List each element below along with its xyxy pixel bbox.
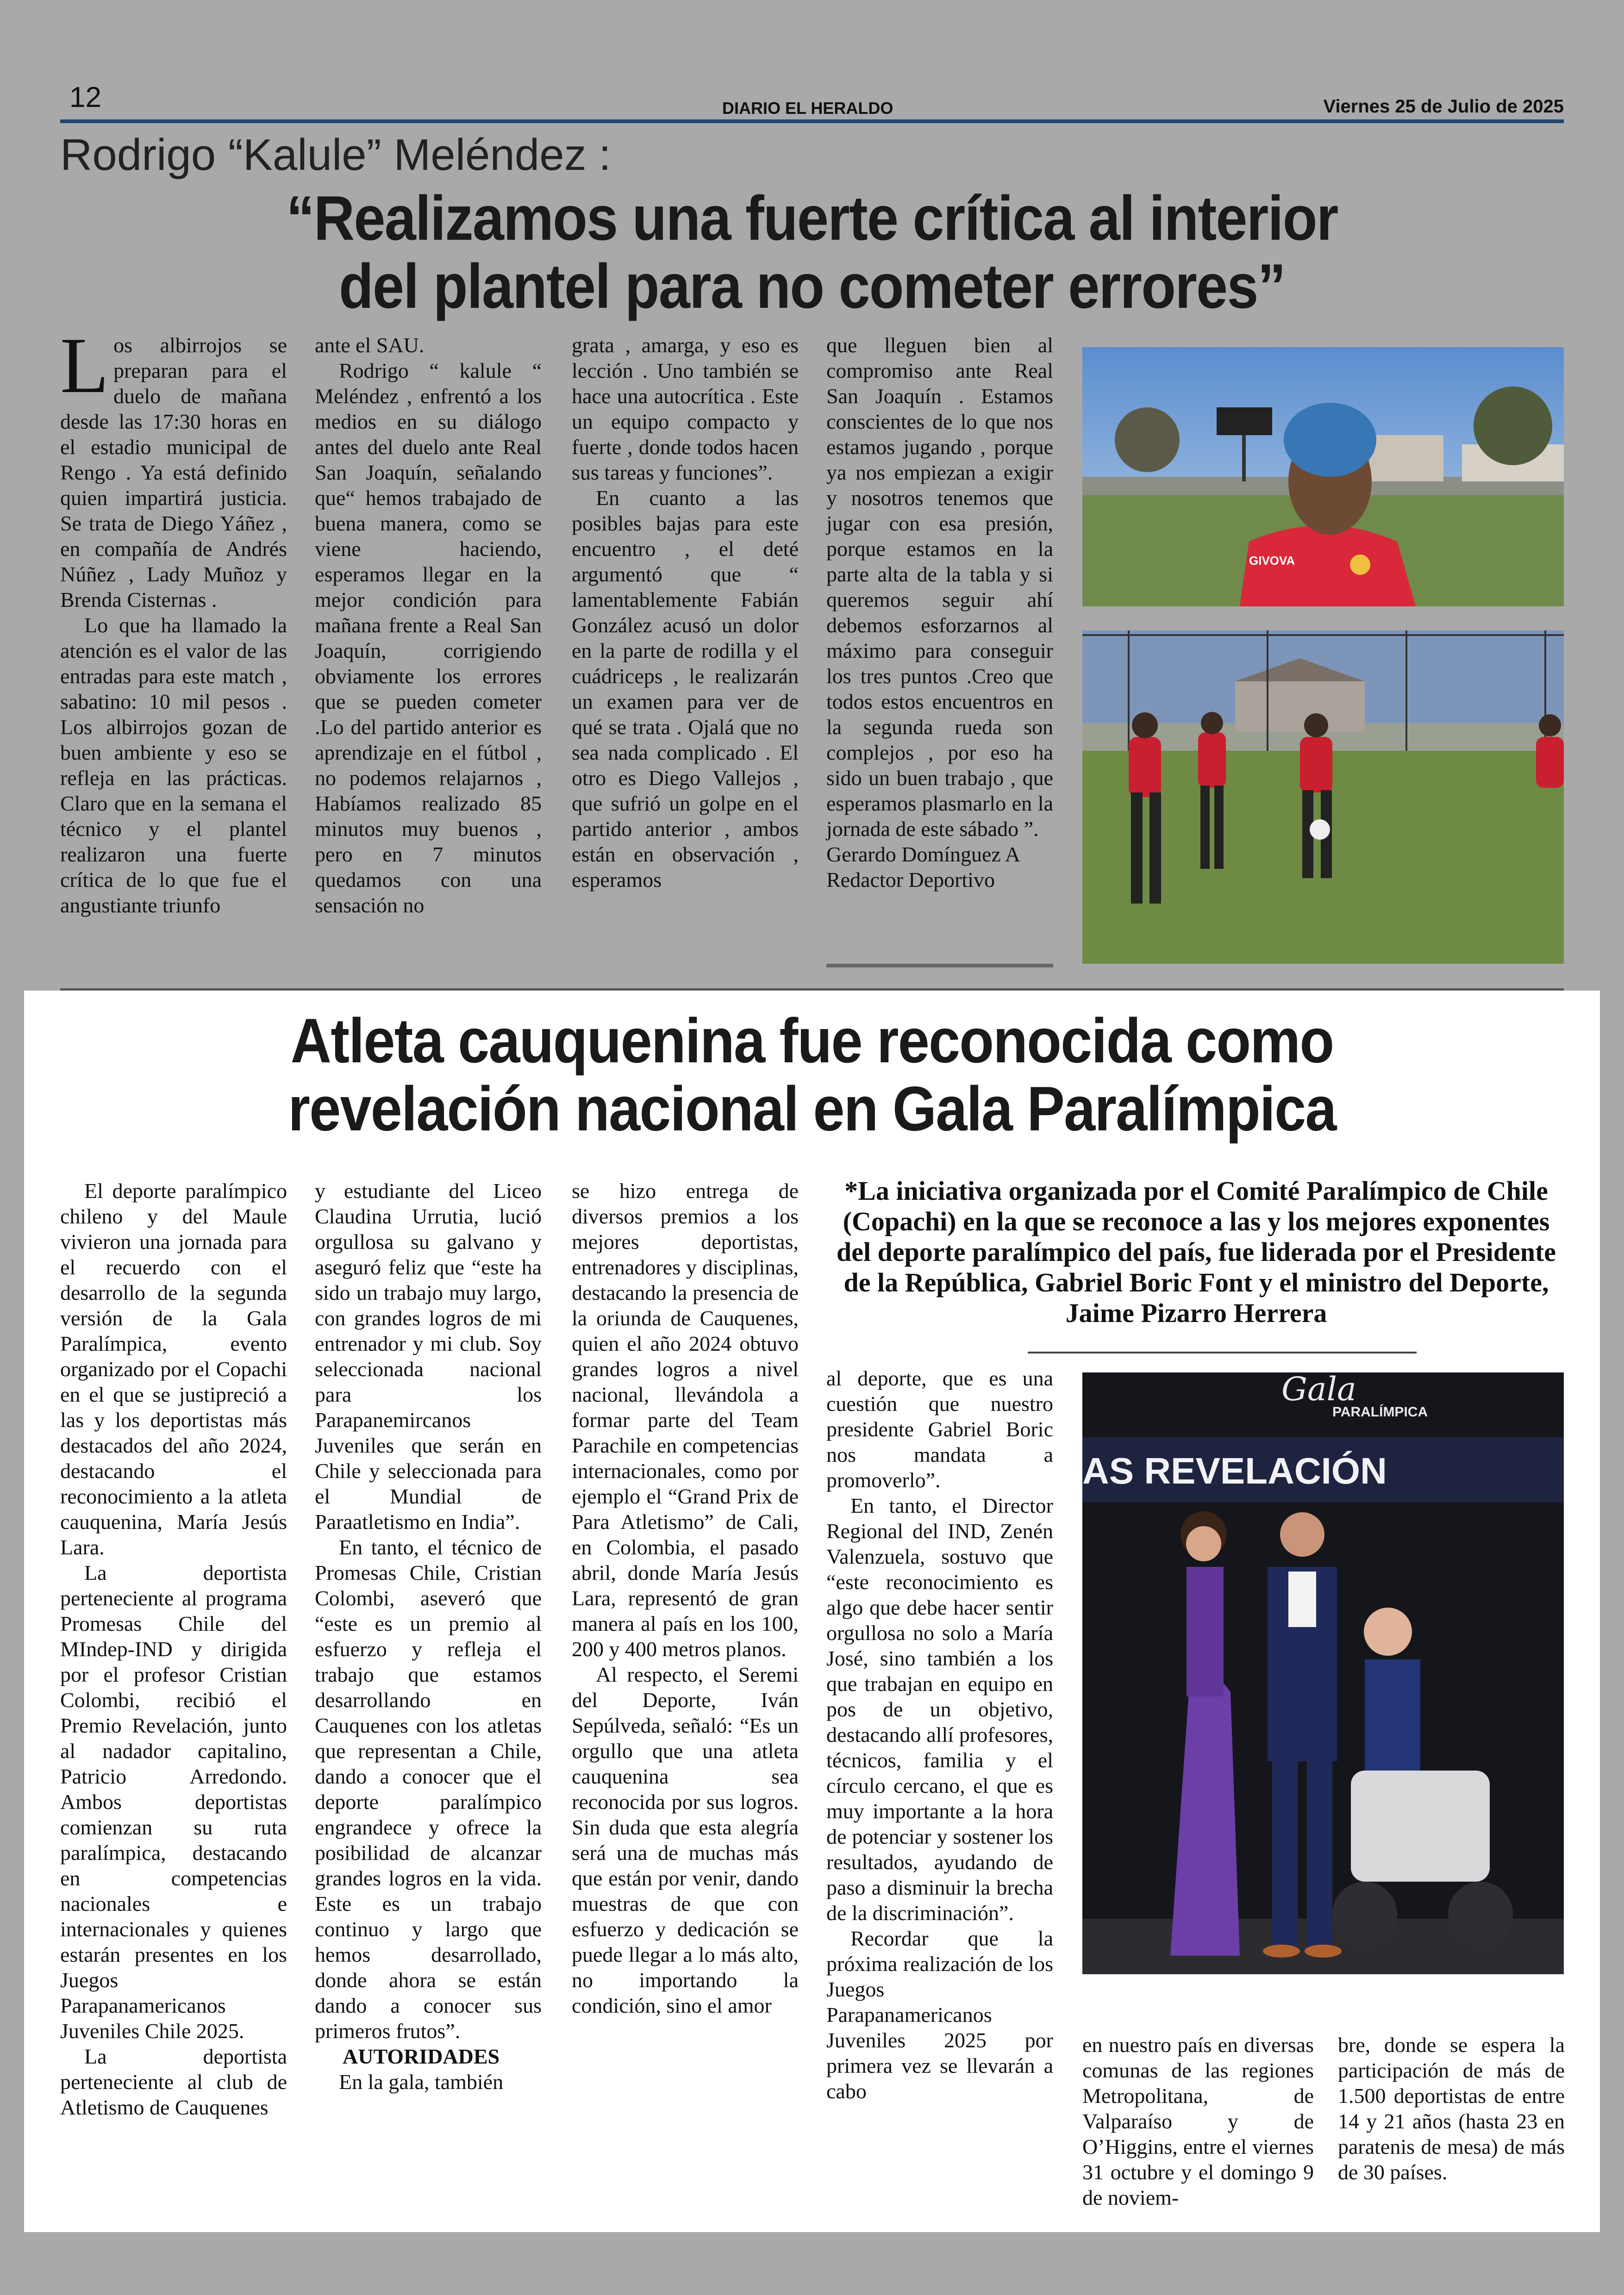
article1-column-1 — [60, 322, 287, 918]
article2-headline-line1: Atleta cauquenina fue reconocida como — [290, 1005, 1334, 1076]
article1-col3-p2: En cuanto a las posibles bajas para este encuentro , el deté argumentó que “ lamentablemente Fabián González acusó un dolor en la parte de rodilla y el cuádriceps , le realizarán un examen para ver de qué se trata . Ojalá que no sea nada complicado . El otro es Diego Vallejos , que sufrió un golpe en el partido anterior , ambos están en observación , esperamos — [572, 486, 799, 892]
article2-col4-p1: al deporte, que es una cuestión que nuestro presidente Gabriel Boric nos mandata a promoverlo”. — [826, 1366, 1053, 1492]
article2-col1-p2: La deportista perteneciente al programa Promesas Chile del MIndep-IND y dirigida por el profesor Cristian Colombi, recibió el Premio Revelación, junto al nadador capitalino, Patricio Arredondo. Ambos deportistas comienzan su ruta paralímpica, destacando en competencias nacionales e internacionales y quienes estarán presentes en los Juegos Parapanamericanos Juveniles Chile 2025. — [60, 1561, 287, 2043]
article2-headline — [135, 1007, 1488, 1143]
article1-col3-p1: grata , amarga, y eso es lección . Uno también se hace una autocrítica . Este un equipo compacto y fuerte , donde todos hacen sus tareas y funciones”. — [572, 333, 799, 484]
article1-headline-line2: del plantel para no cometer errores” — [339, 250, 1285, 321]
gala-award-photo — [1082, 1372, 1564, 1974]
training-session-photo — [1082, 630, 1564, 964]
article2-column-6 — [1338, 2032, 1565, 2185]
article1-col2-p1: ante el SAU. — [315, 333, 425, 357]
header-rule — [60, 119, 1564, 123]
article2-deck: *La iniciativa organizada por el Comité Paralímpico de Chile (Copachi) en la que se reconoce a las y los mejores exponentes del deporte paralímpico del país, fue liderada por el Presidente de la República, Gabriel Boric Font y el ministro del Deporte, Jaime Pizarro Herrera — [836, 1176, 1556, 1328]
article1-kicker: Rodrigo “Kalule” Meléndez : — [60, 130, 611, 180]
byline-rule — [826, 964, 1053, 967]
coach-portrait-photo — [1082, 347, 1564, 606]
shirt-brand-text: GIVOVA — [1249, 554, 1295, 568]
article2-column-2 — [315, 1178, 542, 2095]
gala-banner-text: AS REVELACIÓN — [1082, 1450, 1387, 1491]
article1-headline-line1: “Realizamos una fuerte crítica al interior — [286, 183, 1338, 253]
newspaper-name: DIARIO EL HERALDO — [722, 99, 893, 118]
article1-col2-p2: Rodrigo “ kalule “ Meléndez , enfrentó a los medios en su diálogo antes del duelo ante Real San Joaquín, señalando que“ hemos trabajado de buena manera, como se viene haciendo, esperamos llegar en la mejor condición para mañana frente a Real San Joaquín, corrigiendo obviamente los errores que se pueden cometer .Lo del partido anterior es aprendizaje en el fútbol , no podemos relajarnos , Habíamos realizado 85 minutos muy buenos , pero en 7 minutos quedamos con una sensación no — [315, 359, 542, 917]
article2-col2-p1: y estudiante del Liceo Claudina Urrutia, lució orgullosa su galvano y aseguró feliz que “este ha sido un trabajo muy largo, con grandes logros de mi entrenador y mi club. Soy seleccionada nacional para los Parapanemircanos Juveniles que serán en Chile y seleccionada para el Mundial de Paraatletismo en India”. — [315, 1179, 542, 1534]
article2-col1-p3: La deportista perteneciente al club de Atletismo de Cauquenes — [60, 2045, 287, 2119]
article2-col6-p1: bre, donde se espera la participación de más de 1.500 deportistas de entre 14 y 21 años (hasta 23 en paratenis de mesa) de más de 30 países. — [1338, 2033, 1565, 2184]
article1-col1-p1: os albirrojos se preparan para el duelo de mañana desde las 17:30 horas en el estadio municipal de Rengo . Ya está definido quien impartirá justicia. Se trata de Diego Yáñez , en compañía de Andrés Núñez , Lady Muñoz y Brenda Cisternas . — [60, 333, 287, 611]
article1-col1-p2: Lo que ha llamado la atención es el valor de las entradas para este match , sabatino: 10 mil pesos . Los albirrojos gozan de buen ambiente y eso se refleja en las prácticas. Claro que en la semana el técnico y el plantel realizaron una fuerte crítica de lo que fue el angustiante triunfo — [60, 613, 287, 917]
subheading-autoridades: AUTORIDADES — [343, 2045, 500, 2068]
gala-logo-script: Gala — [1281, 1372, 1356, 1408]
article2-column-5 — [1082, 2032, 1314, 2210]
article1-col4-p1: que lleguen bien al compromiso ante Real San Joaquín . Estamos conscientes de lo que nos estamos jugando , porque ya nos empiezan a exigir y nosotros tenemos que jugar con esa presión, porque estamos en la parte alta de la tabla y si queremos seguir ahí debemos esforzarnos al máximo para conseguir los tres puntos .Creo que todos estos encuentros en la segunda rueda son complejos , por eso ha sido un buen trabajo , que esperamos plasmarlo en la jornada de este sábado ”. — [826, 333, 1053, 841]
drop-cap: L — [60, 322, 109, 410]
byline-name: Gerardo Domínguez A — [826, 842, 1020, 866]
article2-col2-p2: En tanto, el técnico de Promesas Chile, Cristian Colombi, aseveró que “este es un premio al esfuerzo y refleja el trabajo que estamos desarrollando en Cauquenes con los atletas que representan a Chile, dando a conocer que el deporte paralímpico engrandece y ofrece la posibilidad de alcanzar grandes logros en la vida. Este es un trabajo continuo y largo que hemos desarrollado, donde ahora se están dando a conocer sus primeros frutos”. — [315, 1535, 542, 2043]
article2-col4-p2: En tanto, el Director Regional del IND, Zenén Valenzuela, sostuvo que “este reconocimiento es algo que debe hacer sentir orgullosa no solo a María José, sino también a los que trabajan en equipo en pos de un objetivo, destacando allí profesores, técnicos, familia y el círculo cercano, el que es muy importante a la hora de potenciar y sostener los resultados, ayudando de paso a disminuir la brecha de la discriminación”. — [826, 1494, 1053, 1925]
article1-column-2 — [315, 332, 542, 918]
page-number: 12 — [69, 81, 101, 113]
deck-rule — [1028, 1352, 1417, 1353]
article2-col1-p1: El deporte paralímpico chileno y del Maule vivieron una jornada para el recuerdo con el desarrollo de la segunda versión de la Gala Paralímpica, evento organizado por el Copachi en el que se justipreció a las y los deportistas más destacados del año 2024, destacando el reconocimiento a la atleta cauquenina, María Jesús Lara. — [60, 1179, 287, 1559]
article1-column-3 — [572, 332, 799, 892]
article2-col2-p3: En la gala, también — [339, 2070, 504, 2094]
article2-col3-p2: Al respecto, el Seremi del Deporte, Iván Sepúlveda, señaló: “Es un orgullo que una atleta cauquenina sea reconocida por sus logros. Sin duda que esta alegría será una de muchas más que están por venir, dando muestras de que con esfuerzo y dedicación se puede llegar a lo más alto, no importando la condición, sino el amor — [572, 1663, 799, 2017]
article2-col4-p3: Recordar que la próxima realización de los Juegos Parapanamericanos Juveniles 2025 por primera vez se llevarán a cabo — [826, 1927, 1053, 2103]
gala-logo-subtitle: PARALÍMPICA — [1332, 1404, 1428, 1420]
article2-column-1 — [60, 1178, 287, 2120]
article2-col3-p1: se hizo entrega de diversos premios a los mejores deportistas, entrenadores y disciplinas, destacando la presencia de la oriunda de Cauquenes, quien el año 2024 obtuvo grandes logros a nivel nacional, llevándola a formar parte del Team Parachile en competencias internacionales, como por ejemplo el “Grand Prix de Para Atletismo” de Cali, en Colombia, el pasado abril, donde María Jesús Lara, representó de gran manera al país en los 100, 200 y 400 metros planos. — [572, 1179, 799, 1661]
issue-date: Viernes 25 de Julio de 2025 — [1323, 96, 1564, 117]
article2-column-4 — [826, 1366, 1053, 2104]
article1-column-4 — [826, 332, 1053, 892]
byline-role: Redactor Deportivo — [826, 868, 995, 892]
article2-headline-line2: revelación nacional en Gala Paralímpica — [288, 1073, 1336, 1144]
article2-col5-p1: en nuestro país en diversas comunas de las regiones Metropolitana, de Valparaíso y de O’Higgins, entre el viernes 31 octubre y el domingo 9 de noviem- — [1082, 2033, 1314, 2209]
page-header — [60, 81, 1564, 123]
article1-headline — [135, 184, 1488, 320]
article2-column-3 — [572, 1178, 799, 2018]
